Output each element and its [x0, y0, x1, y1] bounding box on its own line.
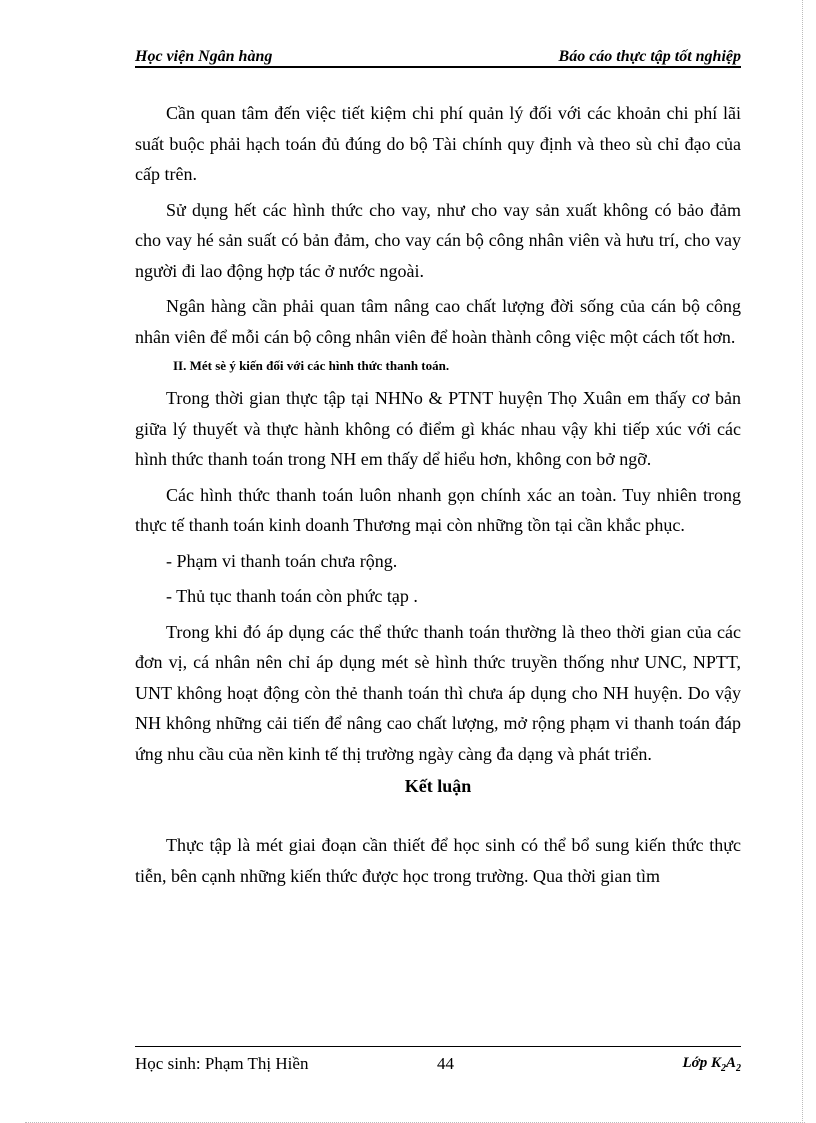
paragraph-traditional-methods: Trong khi đó áp dụng các thể thức thanh toán thường là theo thời gian của các đơn vị, cá nhân nên chỉ áp dụng mét sè hình thức truyền thống như UNC, NPTT, UNT không hoạt động còn thẻ thanh toán thì chưa áp dụng cho NH huyện. Do vậy NH không những cải tiến để nâng cao chất lượng, mở rộng phạm vi thanh toán đáp ứng nhu cầu của nền kinh tế thị trường ngày càng đa dạng và phát triển. — [135, 621, 741, 764]
class-mid: A — [725, 1055, 736, 1071]
page-header — [135, 46, 741, 68]
class-sub-2: 2 — [736, 1063, 741, 1074]
page-footer — [135, 1046, 741, 1076]
document-body — [135, 98, 741, 896]
paragraph-staff-welfare: Ngân hàng cần phải quan tâm nâng cao chất lượng đời sống của cán bộ công nhân viên để mỗi cán bộ công nhân viên để hoàn thành công việc một cách tốt hơn. — [135, 296, 741, 347]
header-institution: Học viện Ngân hàng — [135, 48, 273, 65]
conclusion-heading: Kết luận — [404, 776, 472, 796]
footer-class — [683, 1055, 741, 1074]
paragraph-loan-forms: Sử dụng hết các hình thức cho vay, như cho vay sản xuất không có bảo đảm cho vay hé sản suất có bản đảm, cho vay cán bộ công nhân viên và hưu trí, cho vay người đi lao động hợp tác ở nước ngoài. — [135, 199, 741, 281]
class-sub-1: 2 — [720, 1063, 726, 1074]
header-report-title: Báo cáo thực tập tốt nghiệp — [558, 48, 741, 65]
paragraph-conclusion: Thực tập là mét giai đoạn cần thiết để học sinh có thể bổ sung kiến thức thực tiễn, bên cạnh những kiến thức được học trong trường. Qua thời gian tìm — [135, 835, 741, 886]
page-edge-right — [802, 0, 803, 1123]
paragraph-cost-management: Cần quan tâm đến việc tiết kiệm chi phí quản lý đối với các khoản chi phí lãi suất buộc phải hạch toán đủ đúng do bộ Tài chính quy định và theo sù chỉ đạo của cấp trên. — [135, 103, 741, 184]
section-heading-payment: II. Mét sè ý kiến đối với các hình thức thanh toán. — [173, 358, 450, 373]
paragraph-payment-forms: Các hình thức thanh toán luôn nhanh gọn chính xác an toàn. Tuy nhiên trong thực tế thanh toán kinh doanh Thương mại còn những tồn tại cần khắc phục. — [135, 484, 741, 535]
paragraph-internship-observation: Trong thời gian thực tập tại NHNo & PTNT huyện Thọ Xuân em thấy cơ bản giữa lý thuyết và thực hành không có điểm gì khác nhau vậy khi tiếp xúc với các hình thức thanh toán trong NH em thấy dể hiểu hơn, không con bở ngỡ. — [135, 388, 741, 469]
footer-student-name: Học sinh: Phạm Thị Hiền — [135, 1054, 309, 1073]
bullet-procedure: - Thủ tục thanh toán còn phức tạp . — [166, 586, 418, 606]
page-number: 44 — [437, 1054, 454, 1073]
class-prefix: Lớp K — [682, 1055, 721, 1071]
bullet-scope: - Phạm vi thanh toán chưa rộng. — [166, 550, 398, 571]
